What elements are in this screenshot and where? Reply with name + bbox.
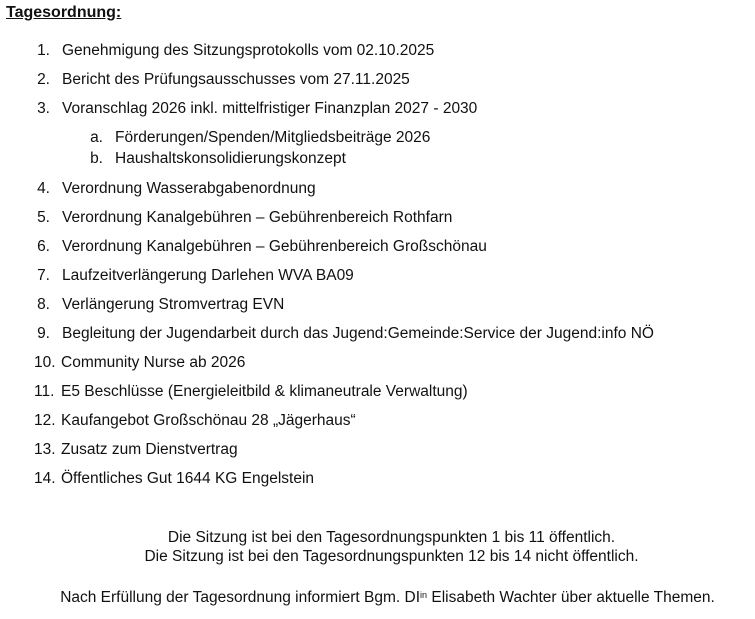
- agenda-item-number: 5.: [37, 209, 50, 226]
- agenda-item-text: Kaufangebot Großschönau 28 „Jägerhaus“: [61, 412, 356, 429]
- agenda-heading: Tagesordnung:: [6, 4, 122, 21]
- agenda-item-text: Verordnung Kanalgebühren – Gebührenbereich Rothfarn: [62, 209, 453, 226]
- agenda-item-number: 11.: [34, 383, 55, 400]
- agenda-item-text: Voranschlag 2026 inkl. mittelfristiger Finanzplan 2027 - 2030: [62, 100, 478, 117]
- agenda-item-text: E5 Beschlüsse (Energieleitbild & klimaneutrale Verwaltung): [61, 383, 468, 400]
- agenda-item-text: Verordnung Kanalgebühren – Gebührenbereich Großschönau: [62, 238, 487, 255]
- agenda-item-text: Verlängerung Stromvertrag EVN: [62, 296, 285, 313]
- agenda-item-number: 9.: [37, 325, 50, 342]
- closing-note: [10, 588, 755, 608]
- closing-note-end: Elisabeth Wachter über aktuelle Themen.: [427, 589, 715, 606]
- agenda-item-number: 12.: [34, 412, 56, 429]
- closing-note-superscript: in: [420, 590, 428, 600]
- agenda-item-number: 13.: [34, 441, 56, 458]
- closing-note-start: Nach Erfüllung der Tagesordnung informiert Bgm. DI: [60, 589, 421, 606]
- agenda-item-text: Öffentliches Gut 1644 KG Engelstein: [61, 470, 315, 487]
- agenda-item-number: 4.: [37, 180, 50, 197]
- agenda-item-number: 2.: [37, 71, 50, 88]
- agenda-item-number: 8.: [37, 296, 50, 313]
- agenda-item-text: Genehmigung des Sitzungsprotokolls vom 02.10.2025: [62, 42, 435, 59]
- agenda-item-text: Verordnung Wasserabgabenordnung: [62, 180, 316, 197]
- nonpublic-session-note: Die Sitzung ist bei den Tagesordnungspunkten 12 bis 14 nicht öffentlich.: [144, 548, 639, 565]
- agenda-subitem-letter: b.: [90, 150, 103, 167]
- agenda-subitem-text: Haushaltskonsolidierungskonzept: [115, 150, 346, 167]
- agenda-item-number: 1.: [37, 42, 50, 59]
- agenda-item-text: Begleitung der Jugendarbeit durch das Jugend:Gemeinde:Service der Jugend:info NÖ: [62, 325, 654, 342]
- agenda-subitem-letter: a.: [90, 129, 103, 146]
- agenda-item-number: 10.: [34, 354, 56, 371]
- agenda-item-text: Zusatz zum Dienstvertrag: [61, 441, 238, 458]
- agenda-item-number: 7.: [37, 267, 50, 284]
- agenda-subitem-text: Förderungen/Spenden/Mitgliedsbeiträge 2026: [115, 129, 431, 146]
- agenda-item-number: 3.: [37, 100, 50, 117]
- agenda-item-text: Laufzeitverlängerung Darlehen WVA BA09: [62, 267, 354, 284]
- agenda-item-number: 14.: [34, 470, 56, 487]
- agenda-item-number: 6.: [37, 238, 50, 255]
- agenda-item-text: Bericht des Prüfungsausschusses vom 27.11.2025: [62, 71, 410, 88]
- public-session-note: Die Sitzung ist bei den Tagesordnungspunkten 1 bis 11 öffentlich.: [167, 529, 616, 546]
- agenda-item-text: Community Nurse ab 2026: [61, 354, 246, 371]
